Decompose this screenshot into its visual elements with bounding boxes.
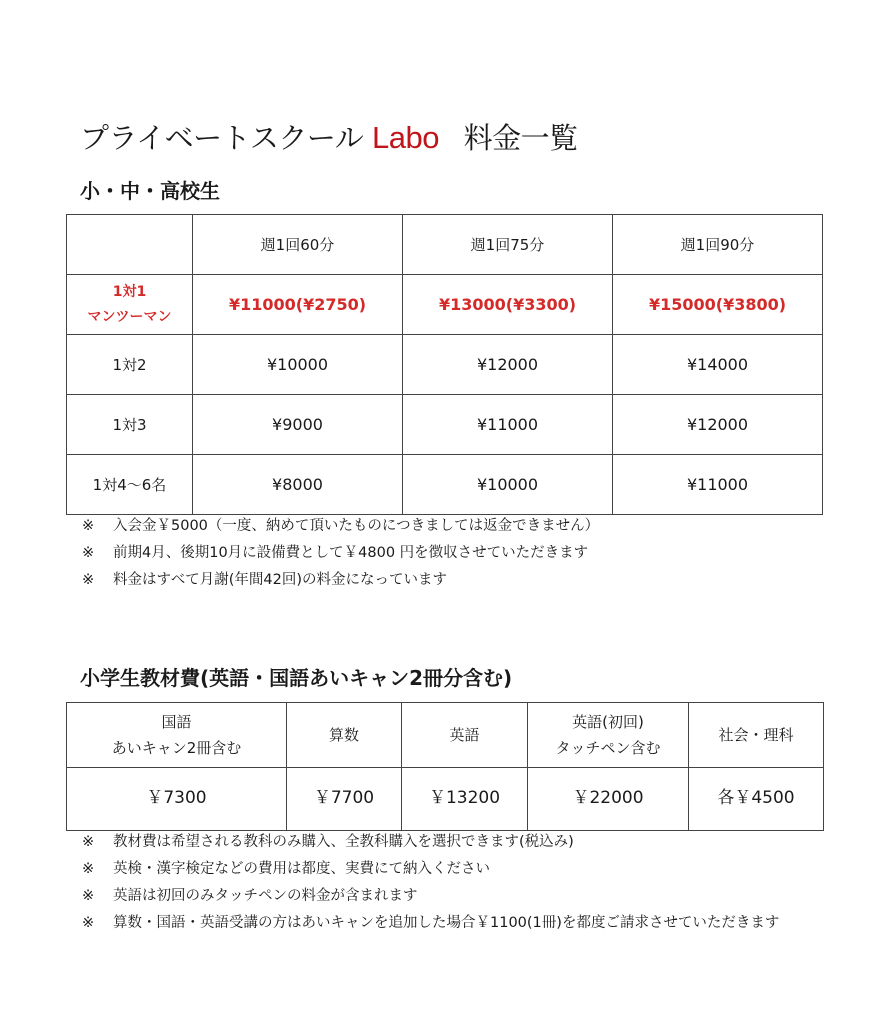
fee-header-60min: 週1回60分: [193, 215, 403, 275]
material-price-cell: ￥22000: [528, 768, 689, 831]
price-cell: ¥13000(¥3300): [403, 275, 613, 335]
fee-header-empty: [67, 215, 193, 275]
material-header-english-first: [528, 703, 689, 768]
row-label-1on3: 1対3: [67, 395, 193, 455]
note-text: 料金はすべて月謝(年間42回)の料金になっています: [113, 572, 447, 588]
fee-header-90min: 週1回90分: [613, 215, 823, 275]
note-mark: ※: [82, 888, 95, 904]
material-notes: [82, 829, 813, 937]
material-table-header-row: [67, 703, 824, 768]
note-text: 前期4月、後期10月に設備費として￥4800 円を徴収させていただきます: [113, 545, 589, 561]
fee-table-header-row: [67, 215, 823, 275]
note-item: [82, 540, 813, 567]
note-item: [82, 513, 813, 540]
header-line1: 国語: [161, 712, 192, 731]
note-mark: ※: [82, 572, 95, 588]
price-cell: ¥12000: [403, 335, 613, 395]
page-title: [80, 116, 578, 157]
price-cell: ¥11000: [403, 395, 613, 455]
price-cell: ¥14000: [613, 335, 823, 395]
price-cell: ¥9000: [193, 395, 403, 455]
note-mark: ※: [82, 861, 95, 877]
note-mark: ※: [82, 545, 95, 561]
row-label-1on1: [67, 275, 193, 335]
note-mark: ※: [82, 915, 95, 931]
header-line1: 英語(初回): [572, 712, 644, 731]
material-table: [66, 702, 824, 831]
material-header-social-science: 社会・理科: [689, 703, 824, 768]
note-text: 英検・漢字検定などの費用は都度、実費にて納入ください: [113, 861, 490, 877]
material-price-cell: ￥13200: [402, 768, 528, 831]
row-label-line2: マンツーマン: [87, 308, 172, 325]
material-header-japanese: [67, 703, 287, 768]
table-row: [67, 275, 823, 335]
material-price-cell: ￥7700: [287, 768, 402, 831]
note-text: 算数・国語・英語受講の方はあいキャンを追加した場合￥1100(1冊)を都度ご請求させていただきます: [113, 915, 780, 931]
note-text: 入会金￥5000（一度、納めて頂いたものにつきましては返金できません）: [113, 518, 600, 534]
title-suffix: 料金一覧: [463, 121, 578, 155]
note-item: [82, 856, 813, 883]
title-prefix: プライベートスクール: [80, 121, 364, 155]
price-cell: ¥11000: [613, 455, 823, 515]
note-mark: ※: [82, 518, 95, 534]
fee-section-heading: 小・中・高校生: [80, 179, 220, 203]
material-price-cell: 各￥4500: [689, 768, 824, 831]
note-mark: ※: [82, 834, 95, 850]
price-cell: ¥10000: [193, 335, 403, 395]
material-price-cell: ￥7300: [67, 768, 287, 831]
note-item: [82, 910, 813, 937]
table-row: [67, 395, 823, 455]
price-cell: ¥10000: [403, 455, 613, 515]
price-cell: ¥11000(¥2750): [193, 275, 403, 335]
table-row: [67, 768, 824, 831]
note-item: [82, 829, 813, 856]
table-row: [67, 335, 823, 395]
fee-table: [66, 214, 823, 515]
material-section-heading: 小学生教材費(英語・国語あいキャン2冊分含む): [80, 666, 513, 690]
fee-header-75min: 週1回75分: [403, 215, 613, 275]
price-cell: ¥8000: [193, 455, 403, 515]
title-brand: Labo: [371, 120, 439, 155]
material-header-math: 算数: [287, 703, 402, 768]
row-label-line1: 1対1: [112, 284, 147, 300]
header-line2: あいキャン2冊含む: [111, 739, 242, 757]
header-line2: タッチペン含む: [555, 739, 661, 757]
price-cell: ¥12000: [613, 395, 823, 455]
row-label-1on4-6: 1対4～6名: [67, 455, 193, 515]
note-text: 英語は初回のみタッチペンの料金が含まれます: [113, 888, 418, 904]
table-row: [67, 455, 823, 515]
note-item: [82, 567, 813, 594]
note-item: [82, 883, 813, 910]
material-header-english: 英語: [402, 703, 528, 768]
note-text: 教材費は希望される教科のみ購入、全教科購入を選択できます(税込み): [113, 834, 574, 850]
fee-notes: [82, 513, 813, 594]
price-cell: ¥15000(¥3800): [613, 275, 823, 335]
row-label-1on2: 1対2: [67, 335, 193, 395]
